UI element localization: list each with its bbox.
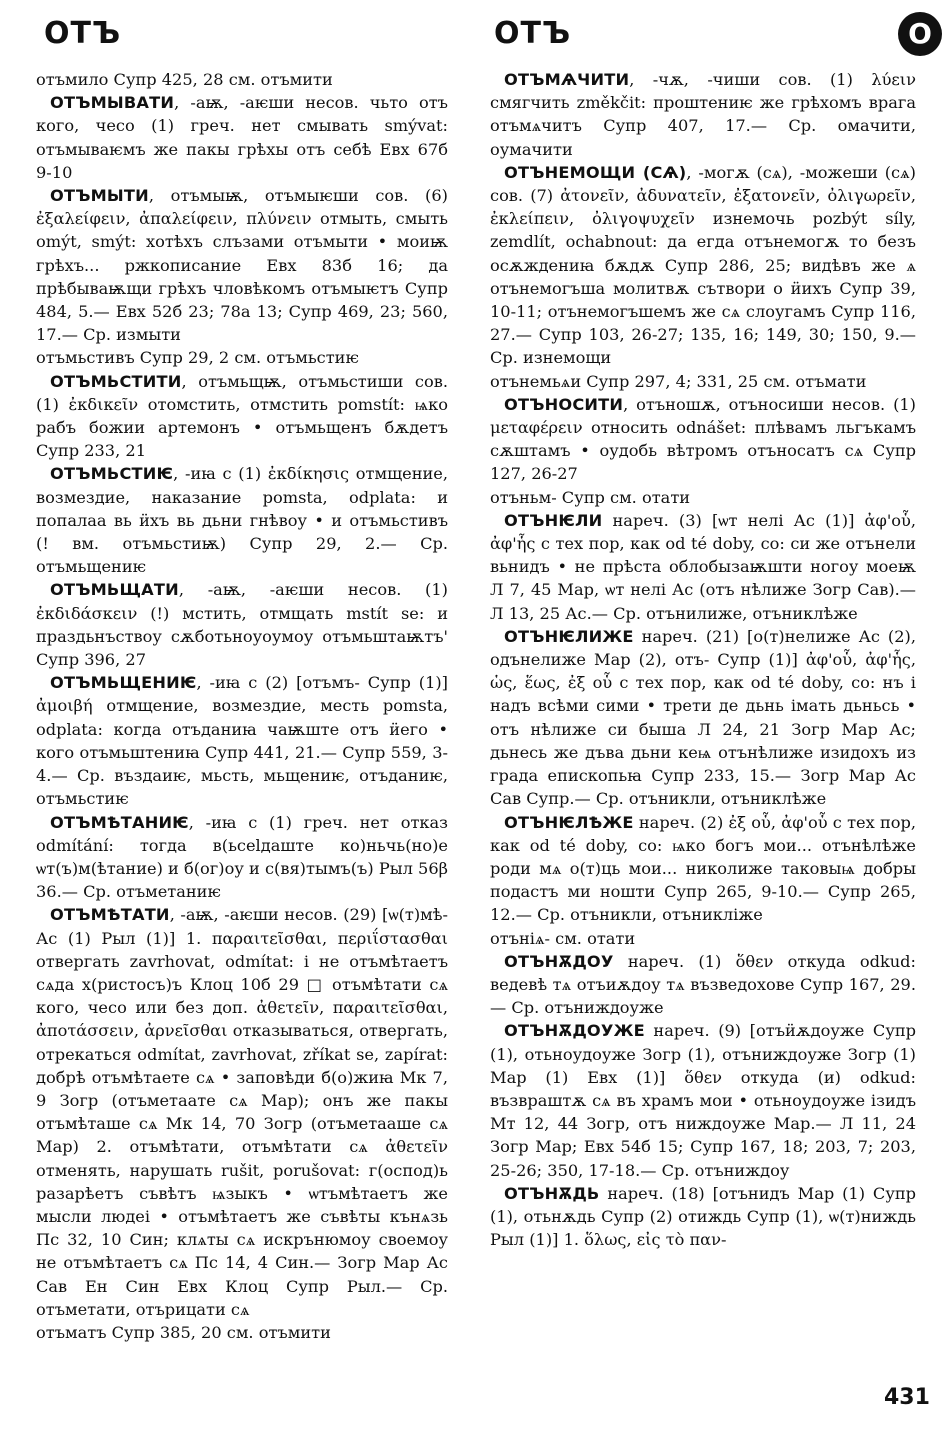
headword: ОТЪМЫТИ [50, 186, 149, 206]
dictionary-entry: отънемьѧи Супр 297, 4; 331, 25 см. отъмати [490, 371, 867, 391]
dictionary-entry: ОТЪМЫТИ, отъмыѭ, отъмыѥши сов. (6) ἐξαλείφειν, ἀπαλείφειν, πλύνειν отмыть, смыть omýt, smýt: хотѣхъ слъзами отъмыти • моиѭ грѣхъ... ржкописание Евх 83б 16; да прѣбываѭщи грѣхъ чловѣкомъ отъмыѥтъ Супр 484, 5.— Евх 52б 23; 78а 13; Супр 469, 23; 560, 17.— Ср. измыти [36, 186, 448, 345]
dictionary-entry: ОТЪМЬЩЕНИѤ, -иꙗ с (2) [отъмъ- Супр (1)] ἀμοιβή отмщение, возмездие, месть pomsta, odplata: когда отъданиꙗ чаѭште отъ ӥего • когo отъмьштениꙗ Супр 441, 21.— Супр 559, 3-4.— Ср. въздаиѥ, мьсть, мьщениѥ, отъданиѥ, отъмьстиѥ [36, 673, 448, 809]
dictionary-entry: ОТЪНѤЛИ нареч. (3) [ѡт нелі Ас (1)] ἀφ'οὗ, ἀφ'ἧς с тех пор, как od té doby, co: си же отънели вьнидъ • не прѣста облобызаѭшти ногоу моеѭ Л 7, 45 Мар, ѡт нелі Ас (отъ нѣлиже Зогр Сав).— Л 13, 25 Ас.— Ср. отънилиже, отъниклѣже [490, 510, 916, 623]
dictionary-entry: ОТЪМЬЩАТИ, -аѭ, -аѥши несов. (1) ἐκδιδάσκειν (!) мстить, отмщать mstít se: и праздьнъствоу сѫботьноуоумоу отъмьштаѭтъ' Супр 396, 27 [36, 580, 448, 670]
dictionary-entry: отъматъ Супр 385, 20 см. отъмити [36, 1322, 331, 1342]
dictionary-entry: ОТЪМѢТАТИ, -аѭ, -аѥши несов. (29) [ѡ(т)мѣ- Ас (1) Рыл (1)] 1. παραιτεῖσθαι, περιΐστασθαι отвергать zavrhovat, odmítat: і не отъмѣтаетъ сѧда х(ристосъ)ъ Клоц 10б 29 □ отъмѣтати сѧ кого, чесо или без доп. ἀθετεῖν, παραιτεῖσθαι, ἀποτάσσειν, ἀρνεῖσθαι отказываться, отвергать, отрекаться odmítat, zavrhovat, zříkat se, zapírat: добрѣ отъмѣтаете сѧ • заповѣди б(о)жиꙗ Мк 7, 9 Зогр (отъметаате сѧ Мар); онъ же пакы отъмѣташе сѧ Мк 14, 70 Зогр (отъметааше сѧ Мар) 2. отъмѣтати, отъмѣтати сѧ ἀθετεῖν отменять, нарушать rušit, porušovat: г(оспод)ь разарѣетъ съвѣтъ ѩзыкъ • ѡтъмѣтаетъ же мысли людеі • отъмѣтаетъ же съвѣты кънѧзь Пс 32, 10 Син; клѧты сѧ искрънюмоу своемоу не отъмѣтаетъ сѧ Пс 14, 4 Син.— Зогр Мар Ас Сав Ен Син Евх Клоц Супр Рыл.— Ср. отъметати, отърицати сѧ [36, 905, 448, 1319]
headword: ОТЪМЬЩЕНИѤ [50, 673, 197, 693]
dictionary-entry: отъніѧ- см. отати [490, 928, 636, 948]
dictionary-entry: ОТЪНѪДЬ нареч. (18) [отънидъ Мар (1) Супр (1), отьнѫдь Супр (2) отиждь Супр (1), ѡ(т)ниждь Рыл (1)] 1. ὅλως, εἰς τὸ παν- [490, 1183, 916, 1250]
headword: ОТЪМЬСТИТИ [50, 371, 182, 391]
running-header [0, 0, 950, 70]
headword: ОТЪНѤЛИЖЕ [504, 626, 634, 646]
headword: ОТЪМЫВАТИ [50, 93, 175, 113]
headword: ОТЪНѪДЬ [504, 1183, 600, 1203]
headword: ОТЪНѤЛИ [504, 510, 603, 530]
dictionary-entry: отъмило Супр 425, 28 см. отъмити [36, 70, 333, 89]
dictionary-entry: ОТЪНЕМОЩИ (СѦ), -могѫ (сѧ), -можеши (сѧ) сов. (7) ἀτονεῖν, ἀδυνατεῖν, ἐξατονεῖν, ὀλιγωρεῖν, ἐκλείπειν, ὀλιγοψυχεῖν изнемочь pozbýt síly, zemdlít, ochabnout: да егда отънемогѫ то безъ осѫждениꙗ бѫдѫ Супр 286, 25; видѣвъ же ѧ отънемогъша молитвѫ сътвори о ӥихъ Супр 39, 10-11; отънемогъшемъ же сѧ слоугамъ Супр 116, 27.— Супр 103, 26-27; 135, 16; 149, 30; 150, 9.— Ср. изнемощи [490, 162, 916, 368]
headword: ОТЪМѢТАНИѤ [50, 812, 189, 832]
dictionary-entry: ОТЪНѪДОУ нареч. (1) ὅθεν откуда odkud: ведевѣ тѧ отъиѫдоу тѧ възведохове Супр 167, 29.— Ср. отъниждоуже [490, 951, 916, 1018]
running-head-right: ОТЪ [494, 16, 572, 51]
headword: ОТЪМѦЧИТИ [504, 70, 630, 89]
dictionary-entry: ОТЪМѢТАНИѤ, -иꙗ с (1) греч. нет отказ odmítání: тогда в(ьсеlдаштe ко)ньчь(но)е ѡт(ъ)м(ѣтание) и б(ог)оу и с(вя)тымъ(ъ) Рыл 56β 36.— Ср. отъметаниѥ [36, 812, 448, 902]
dictionary-entry: ОТЪМЫВАТИ, -аѭ, -аѥши несов. чьто отъ кого, чесо (1) греч. нет смывать smývat: отъмываѥмъ же пакы грѣхы отъ себѣ Евх 67б 9-10 [36, 93, 448, 182]
right-column [490, 68, 916, 1251]
headword: ОТЪНѪДОУЖЕ [504, 1021, 645, 1041]
dictionary-entry: ОТЪМЬСТИТИ, отъмьщѭ, отъмьстиши сов. (1) ἐκδικεῖν отомстить, отмстить pomstít: ѩко рабъ божии артемонъ • отъмьщенъ бѫдетъ Супр 233, 21 [36, 371, 448, 461]
dictionary-entry: ОТЪНОСИТИ, отъношѫ, отъносиши несов. (1) μεταφέρειν относить odnášet: плѣвамъ льгъкамъ сѫштамъ • оудобь вѣтромъ отъносатъ сѧ Супр 127, 26-27 [490, 394, 916, 484]
left-column [36, 68, 448, 1344]
headword: ОТЪНЕМОЩИ (СѦ) [504, 162, 687, 182]
dictionary-entry: отъмьстивъ Супр 29, 2 см. отъмьстиѥ [36, 348, 359, 368]
dictionary-entry: ОТЪНѤЛѢЖЕ нареч. (2) ἐξ οὗ, ἀφ'οὗ с тех пор, как od té doby, co: ѩко богъ мои... отънѣлѣже роди мѧ о(т)ць мои... николиже таковыѩ добры подастъ ми ношти Супр 265, 9-10.— Супр 265, 12.— Ср. отъникли, отъникліже [490, 812, 916, 925]
headword: ОТЪНѤЛѢЖЕ [504, 812, 634, 832]
dictionary-entry: ОТЪНѪДОУЖЕ нареч. (9) [отъӥѫдоуже Супр (1), отьноудоуже Зогр (1), отъниждоуже Зогр (1) Мар (1) Евх (1)] ὅθεν откуда (и) odkud: възвраштѫ сѧ въ храмъ мои • отьноудоуже ізидъ Мт 12, 44 Зогр, отъ ниждоуже Мар.— Л 11, 24 Зогр Мар; Евх 54б 15; Супр 167, 18; 203, 7; 203, 25-26; 350, 17-18.— Ср. отъниждоу [490, 1021, 916, 1180]
headword: ОТЪНОСИТИ [504, 394, 624, 414]
dictionary-entry: ОТЪНѤЛИЖЕ нареч. (21) [о(т)нелиже Ас (2), одънелиже Мар (2), отъ- Супр (1)] ἀφ'οὗ, ἀφ'ἧς, ὡς, ἕως, ἐξ οὗ с тех пор, как od té doby, co: нъ і надъ всѣми сими • трети де дьнь імать дьньсь • отъ нѣлиже си быша Л 24, 21 Зогр Мар Ас; дьнесь же дъва дьни кеѩ отънѣлиже изидохъ из града епископьꙗ Супр 233, 15.— Зогр Мар Ас Сав Супр.— Ср. отъникли, отъниклѣже [490, 626, 916, 809]
dictionary-entry: ОТЪМЬСТИѤ, -иꙗ с (1) ἐκδίκησις отмщение, возмездие, наказание pomsta, odplata: и попалаа вь ӥхъ вь дьни гнѣвоу • и отъмьстивъ (! вм. отъмьстиѭ) Супр 29, 2.— Ср. отъмьщениѥ [36, 464, 448, 577]
thumb-index-letter: О [898, 12, 942, 56]
dictionary-entry: отъньм- Супр см. отати [490, 487, 691, 507]
running-head-left: ОТЪ [44, 16, 122, 51]
headword: ОТЪМѢТАТИ [50, 905, 170, 925]
dictionary-entry: ОТЪМѦЧИТИ, -чѫ, -чиши сов. (1) λύειν смягчить změkčit: проштениѥ же грѣхомъ врага отъмѧчитъ Супр 407, 17.— Ср. омачити, оумачити [490, 70, 916, 159]
headword: ОТЪМЬЩАТИ [50, 580, 179, 600]
page-number: 431 [884, 1385, 930, 1410]
headword: ОТЪМЬСТИѤ [50, 464, 174, 484]
headword: ОТЪНѪДОУ [504, 951, 614, 971]
